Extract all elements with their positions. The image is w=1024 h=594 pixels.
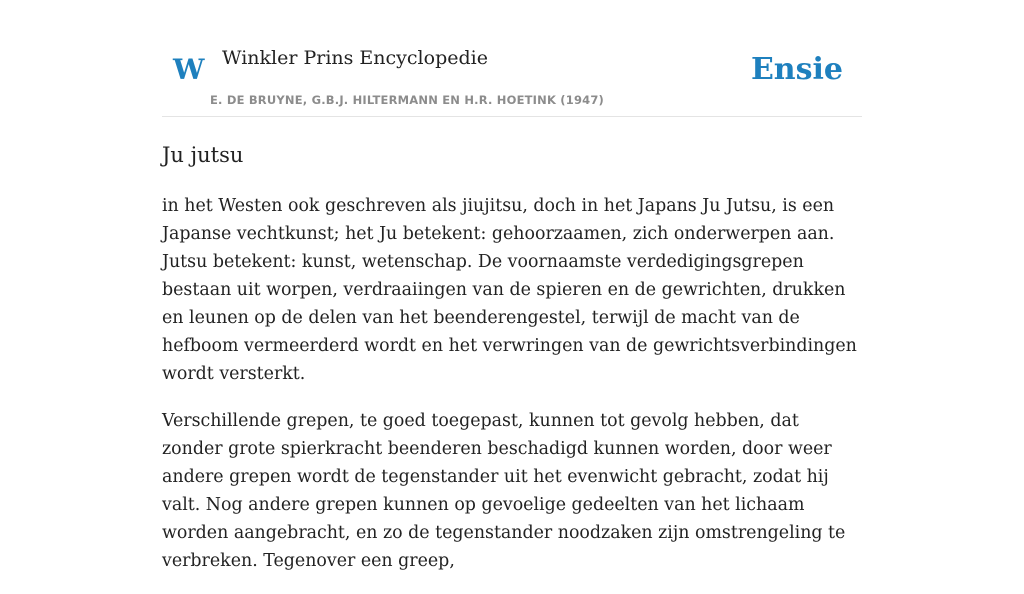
- book-authors: E. DE BRUYNE, G.B.J. HILTERMANN EN H.R. HOETINK (1947): [210, 93, 605, 107]
- winkler-prins-logo[interactable]: W: [173, 53, 205, 86]
- entry-title: Ju jutsu: [162, 143, 244, 167]
- ensie-logo[interactable]: Ensie: [750, 52, 843, 87]
- entry-paragraph-2: Verschillende grepen, te goed toegepast, kunnen tot gevolg hebben, dat zonder grote spierkracht beenderen beschadigd kunnen worden, door weer andere grepen wordt de tegenstander uit het evenwicht gebracht, zodat hij valt. Nog andere grepen kunnen op gevoelige gedeelten van het lichaam worden aangebracht, en zo de tegenstander noodzaken zijn omstrengeling te verbreken. Tegenover een greep,: [162, 411, 846, 571]
- entry-body: [162, 192, 862, 594]
- book-title[interactable]: Winkler Prins Encyclopedie: [222, 47, 488, 69]
- entry-paragraph-1: in het Westen ook geschreven als jiujitsu, doch in het Japans Ju Jutsu, is een Japanse vechtkunst; het Ju betekent: gehoorzaamen, zich onderwerpen aan. Jutsu betekent: kunst, wetenschap. De voornaamste verdedigingsgrepen bestaan uit worpen, verdraaiingen van de spieren en de gewrichten, drukken en leunen op de delen van het beenderengestel, terwijl de macht van de hefboom vermeerderd wordt en het verwringen van de gewrichtsverbindingen wordt versterkt.: [162, 196, 857, 384]
- site-header: [162, 30, 862, 117]
